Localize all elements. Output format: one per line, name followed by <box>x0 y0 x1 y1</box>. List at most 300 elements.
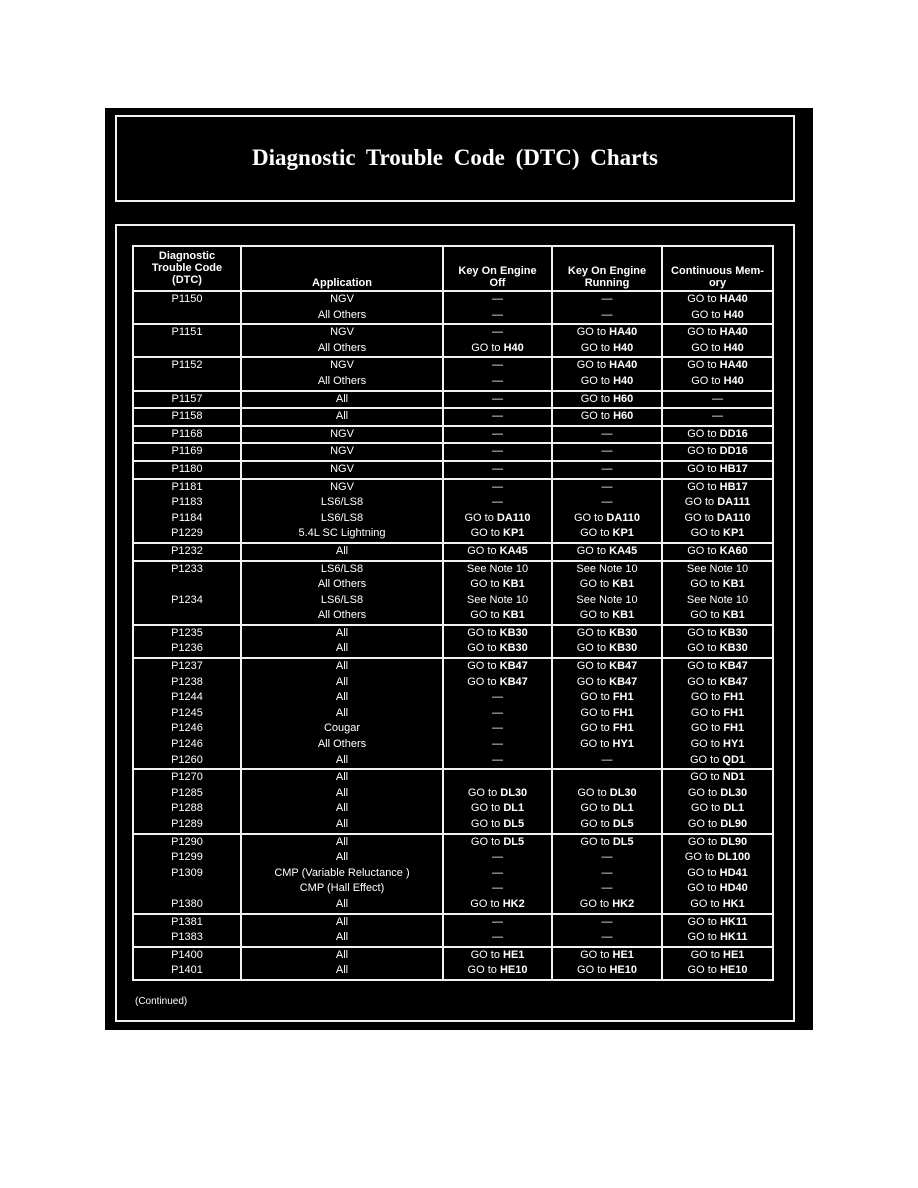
cell-text: GO to <box>687 915 720 928</box>
reference-code: KB47 <box>499 660 528 673</box>
cell-text: GO to <box>687 964 720 977</box>
cell-text: GO to <box>467 660 500 673</box>
cell-line <box>663 930 772 946</box>
cell-line <box>134 444 240 460</box>
application-cell <box>241 324 443 357</box>
cell-text: P1380 <box>171 897 203 910</box>
reference-code: DD16 <box>719 427 748 440</box>
reference-code: DL30 <box>720 786 748 799</box>
cell-line <box>134 308 240 324</box>
cell-line <box>134 577 240 593</box>
reference-code: KA45 <box>609 544 638 557</box>
cell-line <box>444 358 551 374</box>
cell-text: All Others <box>317 341 367 354</box>
cell-line <box>444 495 551 511</box>
cell-line <box>553 462 661 478</box>
reference-code: KB30 <box>609 642 638 655</box>
koer-cell <box>552 543 662 561</box>
cell-text: P1151 <box>171 326 203 339</box>
cell-text: GO to <box>687 866 720 879</box>
cell-text: P1401 <box>171 964 203 977</box>
dtc-group <box>133 443 773 461</box>
cell-text: GO to <box>690 897 723 910</box>
continuous-memory-cell <box>662 443 773 461</box>
reference-code: KB47 <box>499 675 528 688</box>
continuous-memory-cell <box>662 834 773 914</box>
cell-text: P1180 <box>171 462 203 475</box>
dtc-cell <box>133 834 241 914</box>
cell-text: — <box>492 359 503 372</box>
cell-line <box>242 770 442 786</box>
cell-text: All <box>335 392 349 405</box>
cell-line <box>242 292 442 308</box>
koeo-cell <box>443 625 552 658</box>
reference-code: HA40 <box>609 326 638 339</box>
cell-text: All <box>335 753 349 766</box>
cell-text: — <box>601 445 613 458</box>
cell-line <box>134 817 240 833</box>
koeo-cell <box>443 561 552 625</box>
cell-line <box>663 593 772 609</box>
cell-text: All <box>335 771 349 784</box>
application-cell <box>241 426 443 444</box>
cell-text: P1238 <box>171 675 203 688</box>
cell-text: GO to <box>579 897 613 910</box>
cell-text: GO to <box>577 964 610 977</box>
cell-line <box>134 881 240 897</box>
reference-code: DL1 <box>723 802 745 815</box>
cell-text: See Note 10 <box>576 562 638 575</box>
reference-code: KP1 <box>503 527 525 540</box>
cell-line <box>134 374 240 390</box>
reference-code: FH1 <box>723 691 745 704</box>
dtc-cell <box>133 291 241 324</box>
cell-text: GO to <box>687 786 721 799</box>
application-cell <box>241 561 443 625</box>
koeo-cell <box>443 947 552 980</box>
cell-line <box>242 930 442 946</box>
reference-code: DL100 <box>717 851 751 864</box>
cell-text: GO to <box>687 642 720 655</box>
cell-line <box>663 292 772 308</box>
cell-text: GO to <box>470 802 504 815</box>
cell-text: All <box>335 948 349 961</box>
dtc-cell <box>133 914 241 947</box>
cell-line <box>134 495 240 511</box>
cell-line <box>242 641 442 657</box>
cell-text: P1400 <box>171 948 203 961</box>
cell-text: GO to <box>687 427 720 440</box>
cell-line <box>663 608 772 624</box>
cell-text: GO to <box>580 706 613 719</box>
cell-line <box>444 817 551 833</box>
cell-line <box>553 341 661 357</box>
cell-text: GO to <box>687 462 720 475</box>
reference-code: HE1 <box>612 948 634 961</box>
cell-line <box>444 881 551 897</box>
reference-code: HE1 <box>723 948 745 961</box>
reference-code: DA111 <box>717 496 751 509</box>
cell-line <box>134 866 240 882</box>
koeo-cell <box>443 461 552 479</box>
application-cell <box>241 391 443 409</box>
cell-text: GO to <box>580 410 614 423</box>
dtc-cell <box>133 461 241 479</box>
cell-text: GO to <box>470 578 503 591</box>
application-cell <box>241 834 443 914</box>
reference-code: DL5 <box>612 835 634 848</box>
reference-code: HK11 <box>719 915 748 928</box>
cell-line <box>444 444 551 460</box>
cell-text: All <box>335 786 349 799</box>
cell-text: P1299 <box>171 851 203 864</box>
cell-text: — <box>492 915 503 928</box>
cell-text: All <box>335 897 349 910</box>
table-row <box>133 561 773 625</box>
koeo-cell <box>443 324 552 357</box>
cell-text: — <box>492 691 503 704</box>
header-dtc-line: (DTC) <box>172 274 202 286</box>
application-cell <box>241 357 443 390</box>
cell-line <box>134 462 240 478</box>
cell-text: P1383 <box>171 931 203 944</box>
cell-text: — <box>492 480 503 493</box>
reference-code: KB30 <box>719 626 748 639</box>
reference-code: KA60 <box>719 544 748 557</box>
cell-line <box>663 770 772 786</box>
header-cm-line: ory <box>708 277 727 289</box>
cell-line <box>134 562 240 578</box>
application-cell <box>241 947 443 980</box>
cell-text: GO to <box>687 293 720 305</box>
cell-text: NGV <box>330 293 354 305</box>
continuous-memory-cell <box>662 391 773 409</box>
cell-text: GO to <box>689 753 723 766</box>
cell-line <box>663 915 772 931</box>
cell-text: NGV <box>330 462 354 475</box>
reference-code: HK2 <box>612 897 635 910</box>
cell-line <box>553 593 661 609</box>
cell-line <box>553 659 661 675</box>
cell-text: P1229 <box>171 527 203 540</box>
reference-code: HE10 <box>499 964 528 977</box>
cell-line <box>134 325 240 341</box>
dtc-cell <box>133 408 241 426</box>
cell-text: GO to <box>690 771 723 784</box>
cell-line <box>444 480 551 496</box>
cell-text: P1233 <box>171 562 203 575</box>
cell-line <box>663 850 772 866</box>
cell-line <box>134 526 240 542</box>
cell-line <box>553 737 661 753</box>
cell-line <box>663 526 772 542</box>
cell-text: See Note 10 <box>576 593 638 606</box>
table-row <box>133 324 773 357</box>
cell-line <box>134 358 240 374</box>
koeo-cell <box>443 426 552 444</box>
cell-line <box>242 675 442 691</box>
cell-text: GO to <box>580 341 614 354</box>
dtc-group <box>133 947 773 980</box>
koer-cell <box>552 408 662 426</box>
cell-text: — <box>492 392 503 405</box>
cell-line <box>553 850 661 866</box>
reference-code: HE10 <box>719 964 748 977</box>
cell-line <box>444 577 551 593</box>
koeo-cell <box>443 834 552 914</box>
cell-line <box>444 721 551 737</box>
cell-text: CMP (Variable Reluctance ) <box>274 866 410 879</box>
koeo-cell <box>443 658 552 769</box>
reference-code: FH1 <box>612 706 634 719</box>
cell-text: GO to <box>690 527 723 540</box>
application-cell <box>241 658 443 769</box>
cell-text: GO to <box>467 544 500 557</box>
cell-text: — <box>601 753 613 766</box>
cell-line <box>134 963 240 979</box>
cell-line <box>444 753 551 769</box>
cell-line <box>553 511 661 527</box>
cell-text: All Others <box>317 738 367 751</box>
dtc-group <box>133 391 773 409</box>
reference-code: DA110 <box>606 511 641 524</box>
cell-line <box>444 690 551 706</box>
cell-text: P1260 <box>171 753 203 766</box>
dtc-group <box>133 769 773 833</box>
cell-line <box>444 850 551 866</box>
cell-line <box>553 948 661 964</box>
cell-line <box>663 392 772 408</box>
cell-text: All <box>335 410 349 423</box>
reference-code: DL1 <box>612 802 634 815</box>
cell-text: NGV <box>330 326 354 339</box>
cell-text: LS6/LS8 <box>320 593 364 606</box>
cell-line <box>134 675 240 691</box>
cell-line <box>444 948 551 964</box>
cell-text: All <box>335 915 349 928</box>
cell-line <box>134 641 240 657</box>
cell-line <box>553 770 661 786</box>
cell-text: P1181 <box>171 480 203 493</box>
cell-text: NGV <box>330 445 354 458</box>
cell-line <box>134 770 240 786</box>
cell-text: — <box>492 882 503 895</box>
dtc-cell <box>133 658 241 769</box>
cell-line <box>663 495 772 511</box>
cell-text: GO to <box>464 511 497 524</box>
cell-text: GO to <box>687 359 720 372</box>
dtc-group <box>133 408 773 426</box>
cell-text: All <box>335 544 349 557</box>
cell-text: All Others <box>317 374 367 387</box>
cell-text: P1168 <box>171 427 203 440</box>
cell-line <box>553 817 661 833</box>
table-row <box>133 834 773 914</box>
cell-line <box>134 690 240 706</box>
cell-text: P1309 <box>171 866 203 879</box>
cell-text: GO to <box>467 964 500 977</box>
cell-line <box>242 562 442 578</box>
cell-line <box>553 409 661 425</box>
cell-text: P1245 <box>171 706 203 719</box>
cell-line <box>134 786 240 802</box>
cell-line <box>444 511 551 527</box>
cell-line <box>663 675 772 691</box>
cell-text: GO to <box>690 691 724 704</box>
reference-code: KB30 <box>609 626 638 639</box>
reference-code: HA40 <box>719 359 748 372</box>
cell-line <box>553 706 661 722</box>
cell-line <box>242 308 442 324</box>
cell-line <box>242 737 442 753</box>
cell-line <box>663 341 772 357</box>
reference-code: HY1 <box>723 738 745 751</box>
cell-line <box>663 308 772 324</box>
header-key-on-engine-running <box>552 246 662 291</box>
dtc-group <box>133 357 773 390</box>
header-key-on-engine-off <box>443 246 552 291</box>
cell-line <box>553 608 661 624</box>
cell-text: GO to <box>470 897 503 910</box>
cell-text: P1237 <box>171 660 203 673</box>
cell-text: All <box>335 818 349 830</box>
cell-line <box>663 881 772 897</box>
cell-text: — <box>601 866 613 879</box>
cell-line <box>242 444 442 460</box>
cell-text: GO to <box>684 851 718 864</box>
reference-code: KB1 <box>612 578 635 591</box>
cell-line <box>444 462 551 478</box>
cell-line <box>242 462 442 478</box>
reference-code: KB47 <box>609 660 638 673</box>
reference-code: QD1 <box>722 753 746 766</box>
cell-text: All <box>335 706 349 719</box>
cell-text: All <box>335 660 349 673</box>
continuous-memory-cell <box>662 658 773 769</box>
cell-text: — <box>601 462 613 475</box>
cell-line <box>444 626 551 642</box>
header-cm-line: Continuous Mem- <box>671 265 764 277</box>
reference-code: ND1 <box>722 771 745 784</box>
cell-line <box>553 626 661 642</box>
cell-line <box>553 641 661 657</box>
cell-text: GO to <box>471 341 504 354</box>
continuous-memory-cell <box>662 625 773 658</box>
dtc-cell <box>133 479 241 543</box>
continuous-memory-cell <box>662 479 773 543</box>
cell-text: GO to <box>690 802 724 815</box>
cell-text: GO to <box>580 392 614 405</box>
cell-line <box>553 753 661 769</box>
cell-line <box>553 675 661 691</box>
cell-line <box>444 392 551 408</box>
continuous-memory-cell <box>662 561 773 625</box>
cell-line <box>663 444 772 460</box>
cell-line <box>663 409 772 425</box>
cell-line <box>553 444 661 460</box>
cell-text: LS6/LS8 <box>320 496 364 509</box>
cell-text: GO to <box>579 578 613 591</box>
cell-line <box>663 835 772 851</box>
cell-line <box>242 915 442 931</box>
cell-text: P1235 <box>171 626 203 639</box>
cell-text: GO to <box>690 609 723 622</box>
dtc-group <box>133 291 773 324</box>
reference-code: HD41 <box>719 866 748 879</box>
cell-line <box>134 835 240 851</box>
cell-line <box>553 690 661 706</box>
cell-text: GO to <box>470 948 503 961</box>
table-row <box>133 947 773 980</box>
cell-line <box>444 544 551 560</box>
cell-text: GO to <box>687 544 720 557</box>
cell-line <box>553 963 661 979</box>
koer-cell <box>552 291 662 324</box>
koer-cell <box>552 479 662 543</box>
cell-text: GO to <box>691 308 724 321</box>
cell-text: GO to <box>470 818 504 830</box>
cell-text: — <box>601 882 613 895</box>
header-koeo-line: Off <box>489 277 506 289</box>
reference-code: HK2 <box>502 897 525 910</box>
cell-text: All Others <box>317 578 367 591</box>
continued-note: (Continued) <box>135 996 188 1007</box>
koeo-cell <box>443 769 552 833</box>
cell-line <box>242 817 442 833</box>
reference-code: H40 <box>613 374 634 387</box>
table-row <box>133 426 773 444</box>
cell-line <box>663 427 772 443</box>
dtc-group <box>133 914 773 947</box>
koer-cell <box>552 391 662 409</box>
dtc-cell <box>133 426 241 444</box>
cell-line <box>553 866 661 882</box>
cell-text: — <box>492 496 503 509</box>
cell-text: All <box>335 964 349 977</box>
cell-text: GO to <box>576 626 610 639</box>
cell-text: P1150 <box>171 293 203 305</box>
cell-line <box>444 770 551 786</box>
reference-code: H40 <box>723 374 744 387</box>
cell-text: — <box>492 326 503 339</box>
koer-cell <box>552 426 662 444</box>
reference-code: H40 <box>613 341 634 354</box>
cell-text: GO to <box>580 802 613 815</box>
cell-line <box>663 866 772 882</box>
header-koer-line: Key On Engine <box>567 265 647 277</box>
reference-code: KB30 <box>499 642 528 655</box>
cell-line <box>444 409 551 425</box>
cell-text: All <box>335 642 349 655</box>
reference-code: HD40 <box>719 882 748 895</box>
koeo-cell <box>443 443 552 461</box>
cell-line <box>242 881 442 897</box>
reference-code: HK11 <box>719 931 748 944</box>
cell-line <box>663 374 772 390</box>
cell-text: P1381 <box>171 915 203 928</box>
cell-line <box>553 881 661 897</box>
cell-line <box>444 593 551 609</box>
cell-text: GO to <box>577 786 610 799</box>
cell-text: NGV <box>330 427 354 440</box>
cell-text: GO to <box>470 835 504 848</box>
dtc-table <box>132 245 774 981</box>
dtc-group <box>133 658 773 769</box>
cell-text: P1232 <box>171 544 203 557</box>
cell-line <box>444 562 551 578</box>
cell-line <box>663 721 772 737</box>
cell-text: GO to <box>684 511 717 524</box>
